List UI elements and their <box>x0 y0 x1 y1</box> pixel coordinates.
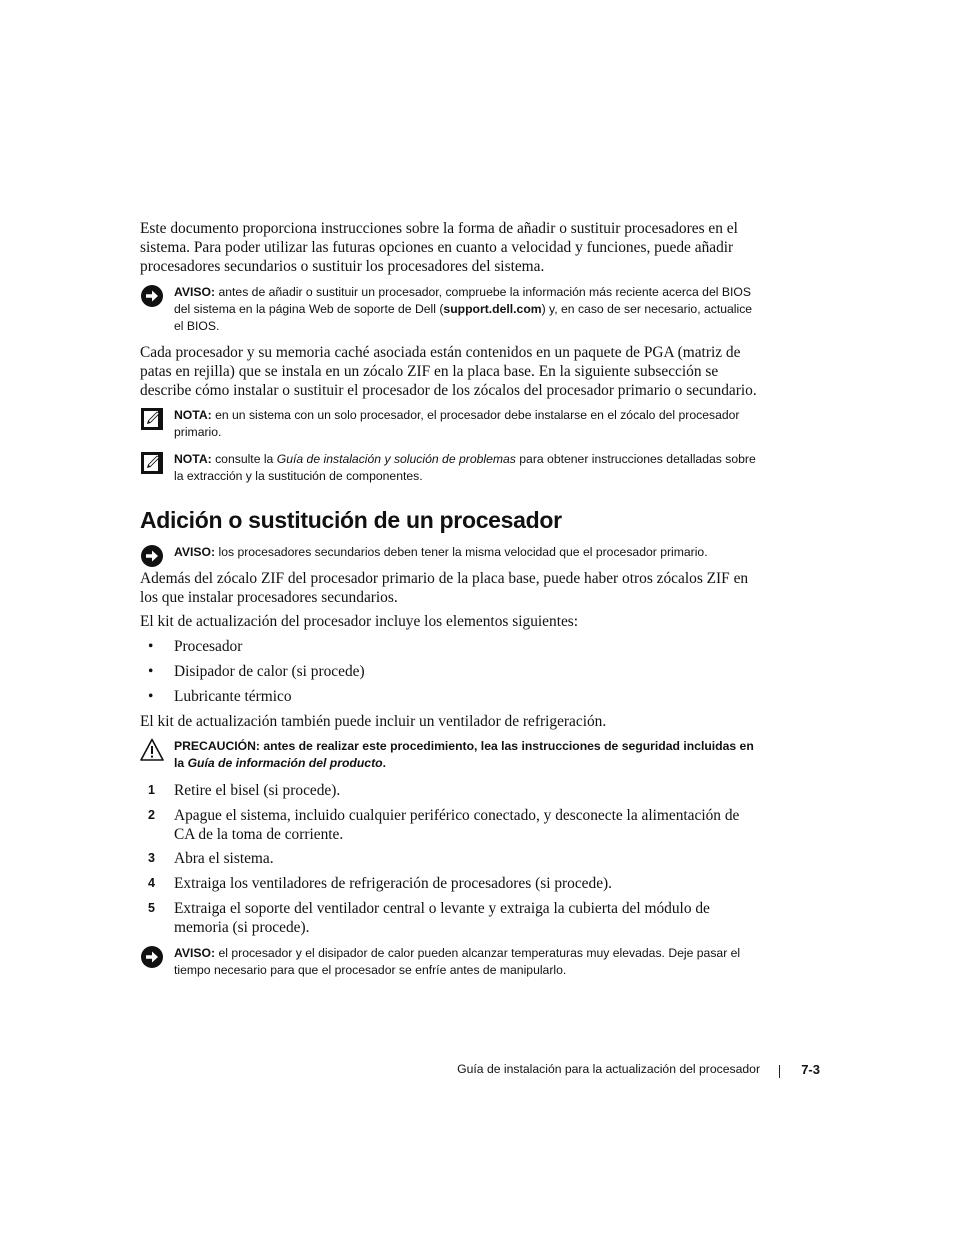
note-callout-2 <box>140 451 760 485</box>
page-number: 7-3 <box>801 1062 820 1077</box>
notice-text: antes de añadir o sustituir un procesador, compruebe la información más reciente acerca del BIOS del sistema en la página Web de soporte de Dell ( <box>174 285 751 316</box>
step-text: Retire el bisel (si procede). <box>174 782 341 799</box>
notice-callout-2 <box>140 544 760 561</box>
zif-paragraph: Además del zócalo ZIF del procesador primario de la placa base, puede haber otros zócalos ZIF en los que instalar procesadores secundarios. <box>140 570 749 606</box>
note-label: NOTA: <box>174 452 212 466</box>
footer-title: Guía de instalación para la actualización del procesador <box>457 1062 760 1076</box>
step-number: 3 <box>148 851 155 865</box>
notice-label: AVISO: <box>174 285 216 299</box>
list-item-text: Lubricante térmico <box>174 688 292 705</box>
notice-arrow-icon <box>140 544 164 568</box>
step-text: Extraiga los ventiladores de refrigeración de procesadores (si procede). <box>174 875 613 892</box>
bullet-marker: • <box>148 688 154 705</box>
list-item <box>140 687 760 706</box>
support-link[interactable]: support.dell.com <box>443 302 542 316</box>
notice-callout-3 <box>140 945 760 979</box>
list-item-text: Procesador <box>174 638 243 655</box>
step-number: 1 <box>148 783 155 797</box>
step-item <box>140 849 760 868</box>
note-text: en un sistema con un solo procesador, el procesador debe instalarse en el zócalo del procesador primario. <box>174 408 740 439</box>
caution-triangle-icon <box>140 738 164 762</box>
step-text: Abra el sistema. <box>174 850 274 867</box>
step-text: Apague el sistema, incluido cualquier periférico conectado, y desconecte la alimentación de CA de la toma de corriente. <box>174 807 740 843</box>
fan-paragraph: El kit de actualización también puede incluir un ventilador de refrigeración. <box>140 713 607 730</box>
list-item <box>140 662 760 681</box>
notice-label: AVISO: <box>174 946 216 960</box>
footer-separator <box>779 1065 780 1078</box>
step-number: 5 <box>148 901 155 915</box>
notice-arrow-icon <box>140 284 164 308</box>
step-text: Extraiga el soporte del ventilador central o levante y extraiga la cubierta del módulo de memoria (si procede). <box>174 900 710 936</box>
caution-callout <box>140 738 760 772</box>
bullet-marker: • <box>148 663 154 680</box>
bullet-marker: • <box>148 638 154 655</box>
note-pencil-icon <box>140 451 164 475</box>
section-title: Adición o sustitución de un procesador <box>140 507 562 533</box>
pga-paragraph: Cada procesador y su memoria caché asociada están contenidos en un paquete de PGA (matriz de patas en rejilla) que se instala en un zócalo ZIF en la placa base. En la siguiente subsección se describe cómo instalar o sustituir el procesador de los zócalos del procesador primario o secundario. <box>140 344 757 399</box>
caution-label: PRECAUCIÓN: <box>174 739 260 753</box>
note-label: NOTA: <box>174 408 212 422</box>
intro-paragraph: Este documento proporciona instrucciones sobre la forma de añadir o sustituir procesadores en el sistema. Para poder utilizar las futuras opciones en cuanto a velocidad y funciones, puede añadir procesadores secundarios o sustituir los procesadores del sistema. <box>140 220 738 275</box>
note-callout <box>140 407 760 441</box>
guide-reference: Guía de instalación y solución de problemas <box>276 452 516 466</box>
notice-text: los procesadores secundarios deben tener la misma velocidad que el procesador primario. <box>215 545 708 559</box>
step-number: 2 <box>148 808 155 822</box>
step-item <box>140 781 760 800</box>
notice-label: AVISO: <box>174 545 216 559</box>
kit-paragraph: El kit de actualización del procesador incluye los elementos siguientes: <box>140 613 579 630</box>
caution-text: antes de realizar este procedimiento, lea las instrucciones de seguridad incluidas en la <box>174 739 754 770</box>
step-number: 4 <box>148 876 155 890</box>
step-item <box>140 899 760 937</box>
step-item <box>140 806 760 844</box>
notice-callout <box>140 284 760 335</box>
note-pencil-icon <box>140 407 164 431</box>
notice-text: el procesador y el disipador de calor pueden alcanzar temperaturas muy elevadas. Deje pasar el tiempo necesario para que el procesador se enfríe antes de manipularlo. <box>174 946 741 977</box>
note-text: consulte la <box>211 452 277 466</box>
note-text-end: para obtener instrucciones detalladas sobre la extracción y la sustitución de componentes. <box>174 452 756 483</box>
list-item-text: Disipador de calor (si procede) <box>174 663 365 680</box>
product-info-guide-reference: Guía de información del producto <box>187 756 383 770</box>
step-item <box>140 874 760 893</box>
page-footer <box>380 1062 820 1082</box>
notice-arrow-icon <box>140 945 164 969</box>
caution-text-end: . <box>382 756 386 770</box>
notice-text-end: ) y, en caso de ser necesario, actualice el BIOS. <box>174 302 753 333</box>
list-item <box>140 637 760 656</box>
